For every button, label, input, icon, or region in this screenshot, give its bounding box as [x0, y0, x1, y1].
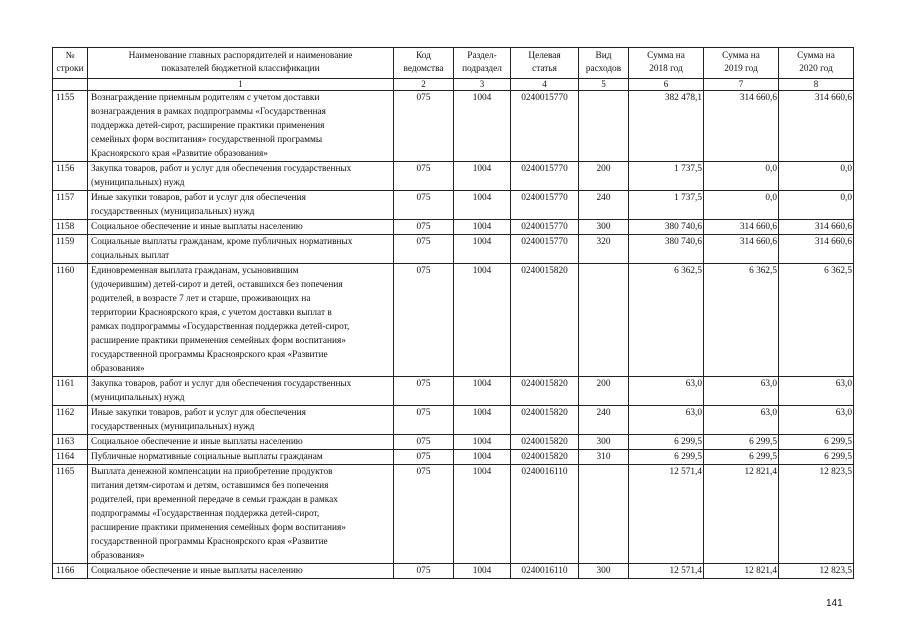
- sum-2020-cell: 6 299,5: [779, 435, 854, 450]
- section-cell: 1004: [454, 465, 511, 564]
- table-row: [53, 564, 854, 579]
- row-number-cell: 1159: [53, 235, 88, 264]
- column-number: 8: [779, 79, 854, 91]
- expense-type-cell: [579, 264, 629, 377]
- row-name-cell: Социальное обеспечение и иные выплаты населению: [88, 220, 394, 235]
- target-article-cell: 0240015770: [511, 235, 579, 264]
- row-name-cell: Иные закупки товаров, работ и услуг для обеспечения государственных (муниципальных) нужд: [88, 406, 394, 435]
- sum-2020-cell: 63,0: [779, 377, 854, 406]
- sum-2020-cell: 0,0: [779, 162, 854, 191]
- dept-code-cell: 075: [394, 264, 454, 377]
- sum-2019-cell: 0,0: [704, 162, 779, 191]
- table-row: [53, 450, 854, 465]
- column-number: 4: [511, 79, 579, 91]
- row-number-cell: 1156: [53, 162, 88, 191]
- sum-2020-cell: 314 660,6: [779, 235, 854, 264]
- row-number-cell: 1157: [53, 191, 88, 220]
- sum-2019-cell: 6 362,5: [704, 264, 779, 377]
- row-number-cell: 1155: [53, 91, 88, 162]
- section-cell: 1004: [454, 435, 511, 450]
- section-cell: 1004: [454, 377, 511, 406]
- sum-2019-cell: 314 660,6: [704, 91, 779, 162]
- dept-code-cell: 075: [394, 450, 454, 465]
- expense-type-cell: 200: [579, 162, 629, 191]
- target-article-cell: 0240015770: [511, 220, 579, 235]
- target-article-cell: 0240016110: [511, 564, 579, 579]
- row-number-cell: 1163: [53, 435, 88, 450]
- row-number-cell: 1162: [53, 406, 88, 435]
- expense-type-cell: 300: [579, 220, 629, 235]
- header-expense-type: Вид расходов: [579, 48, 629, 79]
- row-number-cell: 1165: [53, 465, 88, 564]
- sum-2018-cell: 1 737,5: [629, 191, 704, 220]
- row-number-cell: 1160: [53, 264, 88, 377]
- table-row: [53, 465, 854, 564]
- header-sum-2019: Сумма на 2019 год: [704, 48, 779, 79]
- sum-2020-cell: 314 660,6: [779, 220, 854, 235]
- sum-2020-cell: 0,0: [779, 191, 854, 220]
- row-number-cell: 1161: [53, 377, 88, 406]
- sum-2018-cell: 6 362,5: [629, 264, 704, 377]
- column-number: [53, 79, 88, 91]
- row-name-cell: Социальное обеспечение и иные выплаты населению: [88, 564, 394, 579]
- row-name-cell: Закупка товаров, работ и услуг для обеспечения государственных (муниципальных) нужд: [88, 162, 394, 191]
- header-section: Раздел- подраздел: [454, 48, 511, 79]
- sum-2018-cell: 63,0: [629, 377, 704, 406]
- expense-type-cell: 240: [579, 406, 629, 435]
- target-article-cell: 0240016110: [511, 465, 579, 564]
- sum-2020-cell: 12 823,5: [779, 564, 854, 579]
- table-row: [53, 264, 854, 377]
- column-number: 3: [454, 79, 511, 91]
- row-name-cell: Выплата денежной компенсации на приобретение продуктов питания детям-сиротам и детям, оставшимся без попечения родителей, при временной передаче в семьи граждан в рамках подпрограммы «Государственная поддержка детей-сирот, расширение практики применения семейных форм воспитания» государственной программы Красноярского края «Развитие образования»: [88, 465, 394, 564]
- column-number: 7: [704, 79, 779, 91]
- expense-type-cell: 200: [579, 377, 629, 406]
- sum-2018-cell: 382 478,1: [629, 91, 704, 162]
- sum-2018-cell: 63,0: [629, 406, 704, 435]
- row-name-cell: Закупка товаров, работ и услуг для обеспечения государственных (муниципальных) нужд: [88, 377, 394, 406]
- expense-type-cell: 310: [579, 450, 629, 465]
- target-article-cell: 0240015770: [511, 191, 579, 220]
- sum-2019-cell: 63,0: [704, 377, 779, 406]
- sum-2018-cell: 12 571,4: [629, 564, 704, 579]
- table-row: [53, 220, 854, 235]
- sum-2019-cell: 314 660,6: [704, 220, 779, 235]
- dept-code-cell: 075: [394, 465, 454, 564]
- row-name-cell: Вознаграждение приемным родителям с учетом доставки вознаграждения в рамках подпрограммы «Государственная поддержка детей-сирот, расширение практики применения семейных форм воспитания» государственной программы Красноярского края «Развитие образования»: [88, 91, 394, 162]
- row-name-cell: Социальное обеспечение и иные выплаты населению: [88, 435, 394, 450]
- target-article-cell: 0240015770: [511, 162, 579, 191]
- dept-code-cell: 075: [394, 91, 454, 162]
- dept-code-cell: 075: [394, 220, 454, 235]
- row-number-cell: 1164: [53, 450, 88, 465]
- sum-2020-cell: 63,0: [779, 406, 854, 435]
- target-article-cell: 0240015820: [511, 406, 579, 435]
- dept-code-cell: 075: [394, 162, 454, 191]
- section-cell: 1004: [454, 406, 511, 435]
- table-row: [53, 406, 854, 435]
- expense-type-cell: [579, 465, 629, 564]
- table-row: [53, 162, 854, 191]
- dept-code-cell: 075: [394, 191, 454, 220]
- section-cell: 1004: [454, 91, 511, 162]
- sum-2018-cell: 12 571,4: [629, 465, 704, 564]
- sum-2020-cell: 314 660,6: [779, 91, 854, 162]
- sum-2019-cell: 12 821,4: [704, 465, 779, 564]
- page-number: 141: [826, 598, 843, 609]
- sum-2018-cell: 1 737,5: [629, 162, 704, 191]
- target-article-cell: 0240015770: [511, 91, 579, 162]
- target-article-cell: 0240015820: [511, 264, 579, 377]
- table-row: [53, 235, 854, 264]
- expense-type-cell: 320: [579, 235, 629, 264]
- sum-2020-cell: 6 362,5: [779, 264, 854, 377]
- budget-table: [52, 47, 854, 579]
- section-cell: 1004: [454, 235, 511, 264]
- target-article-cell: 0240015820: [511, 435, 579, 450]
- sum-2020-cell: 12 823,5: [779, 465, 854, 564]
- table-row: [53, 91, 854, 162]
- sum-2018-cell: 6 299,5: [629, 450, 704, 465]
- header-name: Наименование главных распорядителей и наименование показателей бюджетной классификации: [88, 48, 394, 79]
- section-cell: 1004: [454, 264, 511, 377]
- table-header-row: [53, 48, 854, 79]
- sum-2019-cell: 314 660,6: [704, 235, 779, 264]
- sum-2020-cell: 6 299,5: [779, 450, 854, 465]
- section-cell: 1004: [454, 450, 511, 465]
- expense-type-cell: 300: [579, 435, 629, 450]
- header-dept-code: Код ведомства: [394, 48, 454, 79]
- column-number: 2: [394, 79, 454, 91]
- header-target-article: Целевая статья: [511, 48, 579, 79]
- expense-type-cell: 300: [579, 564, 629, 579]
- row-name-cell: Социальные выплаты гражданам, кроме публичных нормативных социальных выплат: [88, 235, 394, 264]
- section-cell: 1004: [454, 564, 511, 579]
- sum-2019-cell: 6 299,5: [704, 435, 779, 450]
- header-sum-2018: Сумма на 2018 год: [629, 48, 704, 79]
- header-row-number: № строки: [53, 48, 88, 79]
- table-row: [53, 435, 854, 450]
- section-cell: 1004: [454, 220, 511, 235]
- column-number: 1: [88, 79, 394, 91]
- sum-2019-cell: 0,0: [704, 191, 779, 220]
- dept-code-cell: 075: [394, 235, 454, 264]
- target-article-cell: 0240015820: [511, 377, 579, 406]
- section-cell: 1004: [454, 162, 511, 191]
- column-number: 5: [579, 79, 629, 91]
- table-row: [53, 191, 854, 220]
- sum-2019-cell: 63,0: [704, 406, 779, 435]
- column-number-row: [53, 79, 854, 91]
- row-number-cell: 1158: [53, 220, 88, 235]
- sum-2018-cell: 380 740,6: [629, 220, 704, 235]
- row-name-cell: Публичные нормативные социальные выплаты гражданам: [88, 450, 394, 465]
- table-row: [53, 377, 854, 406]
- expense-type-cell: 240: [579, 191, 629, 220]
- dept-code-cell: 075: [394, 406, 454, 435]
- dept-code-cell: 075: [394, 377, 454, 406]
- section-cell: 1004: [454, 191, 511, 220]
- header-sum-2020: Сумма на 2020 год: [779, 48, 854, 79]
- expense-type-cell: [579, 91, 629, 162]
- sum-2019-cell: 12 821,4: [704, 564, 779, 579]
- target-article-cell: 0240015820: [511, 450, 579, 465]
- sum-2019-cell: 6 299,5: [704, 450, 779, 465]
- dept-code-cell: 075: [394, 564, 454, 579]
- sum-2018-cell: 6 299,5: [629, 435, 704, 450]
- dept-code-cell: 075: [394, 435, 454, 450]
- row-name-cell: Единовременная выплата гражданам, усыновившим (удочерившим) детей-сирот и детей, оставшихся без попечения родителей, в возрасте 7 лет и старше, проживающих на территории Красноярского края, с учетом доставки выплат в рамках подпрограммы «Государственная поддержка детей-сирот, расширение практики применения семейных форм воспитания» государственной программы Красноярского края «Развитие образования»: [88, 264, 394, 377]
- column-number: 6: [629, 79, 704, 91]
- row-name-cell: Иные закупки товаров, работ и услуг для обеспечения государственных (муниципальных) нужд: [88, 191, 394, 220]
- row-number-cell: 1166: [53, 564, 88, 579]
- sum-2018-cell: 380 740,6: [629, 235, 704, 264]
